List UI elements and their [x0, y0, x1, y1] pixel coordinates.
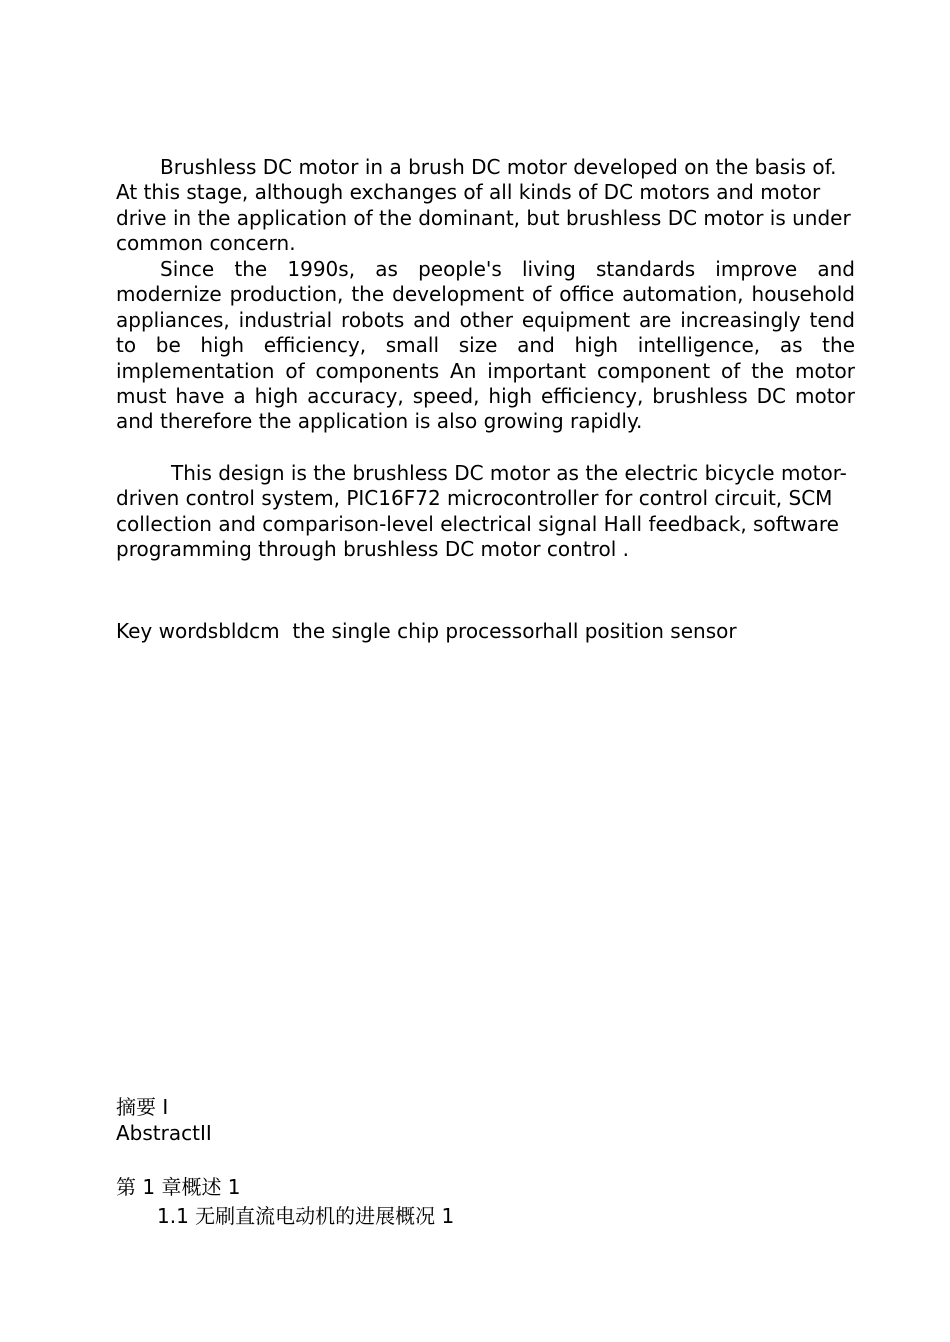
keywords-line: [116, 618, 737, 644]
abstract-paragraph-1: Brushless DC motor in a brush DC motor developed on the basis of. At this stage, although exchanges of all kinds of DC motors and motor drive in the application of the dominant, but brushless DC motor is under common concern.: [116, 155, 851, 256]
toc-entry-chapter-1: 第 1 章概述 1: [116, 1175, 241, 1199]
abstract-paragraph-2: Since the 1990s, as people's living standards improve and modernize production, the development of office automation, household appliances, industrial robots and other equipment are increasingly tend to be high efficiency, small size and high intelligence, as the implementation of components An important component of the motor must have a high accuracy, speed, high efficiency, brushless DC motor and therefore the application is also growing rapidly.: [116, 257, 855, 434]
toc-entry-abstract-en: AbstractII: [116, 1121, 212, 1145]
abstract-paragraph-3: This design is the brushless DC motor as the electric bicycle motor-driven control system, PIC16F72 microcontroller for control circuit, SCM collection and comparison-level electrical signal Hall feedback, software programming through brushless DC motor control .: [116, 461, 847, 562]
toc-entry-abstract-cn: 摘要 I: [116, 1095, 169, 1119]
keywords-text: Key wordsbldcm the single chip processorhall position sensor: [116, 619, 737, 643]
toc-entry-section-1-1: 1.1 无刷直流电动机的进展概况 1: [157, 1204, 455, 1228]
